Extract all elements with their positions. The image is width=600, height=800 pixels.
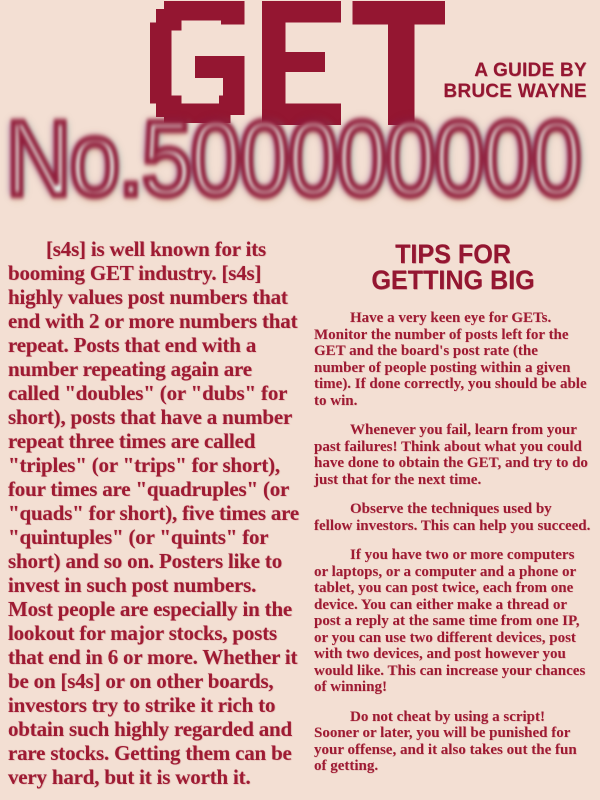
byline [444, 60, 587, 102]
tips-paragraph: If you have two or more computers or laptops, or a computer and a phone or tablet, you can post twice, each from one device. You can either make a thread or post a reply at the same time from one IP, or you can use two different devices, post with two devices, and post however you would like. This can increase your chances of winning! [314, 547, 586, 695]
body-columns [8, 228, 592, 789]
tips-heading [324, 241, 583, 293]
left-column [8, 228, 300, 789]
right-column [314, 228, 592, 789]
tips-paragraph: Observe the techniques used by fellow investors. This can help you succeed. [314, 501, 591, 534]
tips-heading-line2: GETTING BIG [371, 265, 535, 295]
tips-heading-line1: TIPS FOR [395, 239, 511, 269]
byline-line2: BRUCE WAYNE [443, 80, 587, 102]
tips-paragraph: Whenever you fail, learn from your past failures! Think about what you could have done to obtain the GET, and try to do just that for the next time. [314, 422, 588, 488]
post-number: No.500000000 [6, 100, 581, 218]
byline-line1: A GUIDE BY [474, 59, 587, 81]
tips-paragraph: Have a very keen eye for GETs. Monitor the number of posts left for the GET and the board's post rate (the number of people posting within a given time). If done correctly, you should be able to win. [314, 310, 587, 409]
left-column-paragraph: [s4s] is well known for its booming GET industry. [s4s] highly values post numbers that end with 2 or more numbers that repeat. Posts that end with a number repeating again are called "doubles" (or "dubs" for short), posts that have a number repeat three times are called "triples" (or "trips" for short), four times are "quadruples" (or "quads" for short), five times are "quintuples" (or "quints" for short) and so on. Posters like to invest in such post numbers. Most people are especially in the lookout for major stocks, posts that end in 6 or more. Whether it be on [s4s] or on other boards, investors try to strike it rich to obtain such highly regarded and rare stocks. Getting them can be very hard, but it is worth it. [8, 237, 300, 789]
tips-paragraph: Do not cheat by using a script! Sooner or later, you will be punished for your offense, and it also takes out the fun of getting. [314, 708, 577, 774]
